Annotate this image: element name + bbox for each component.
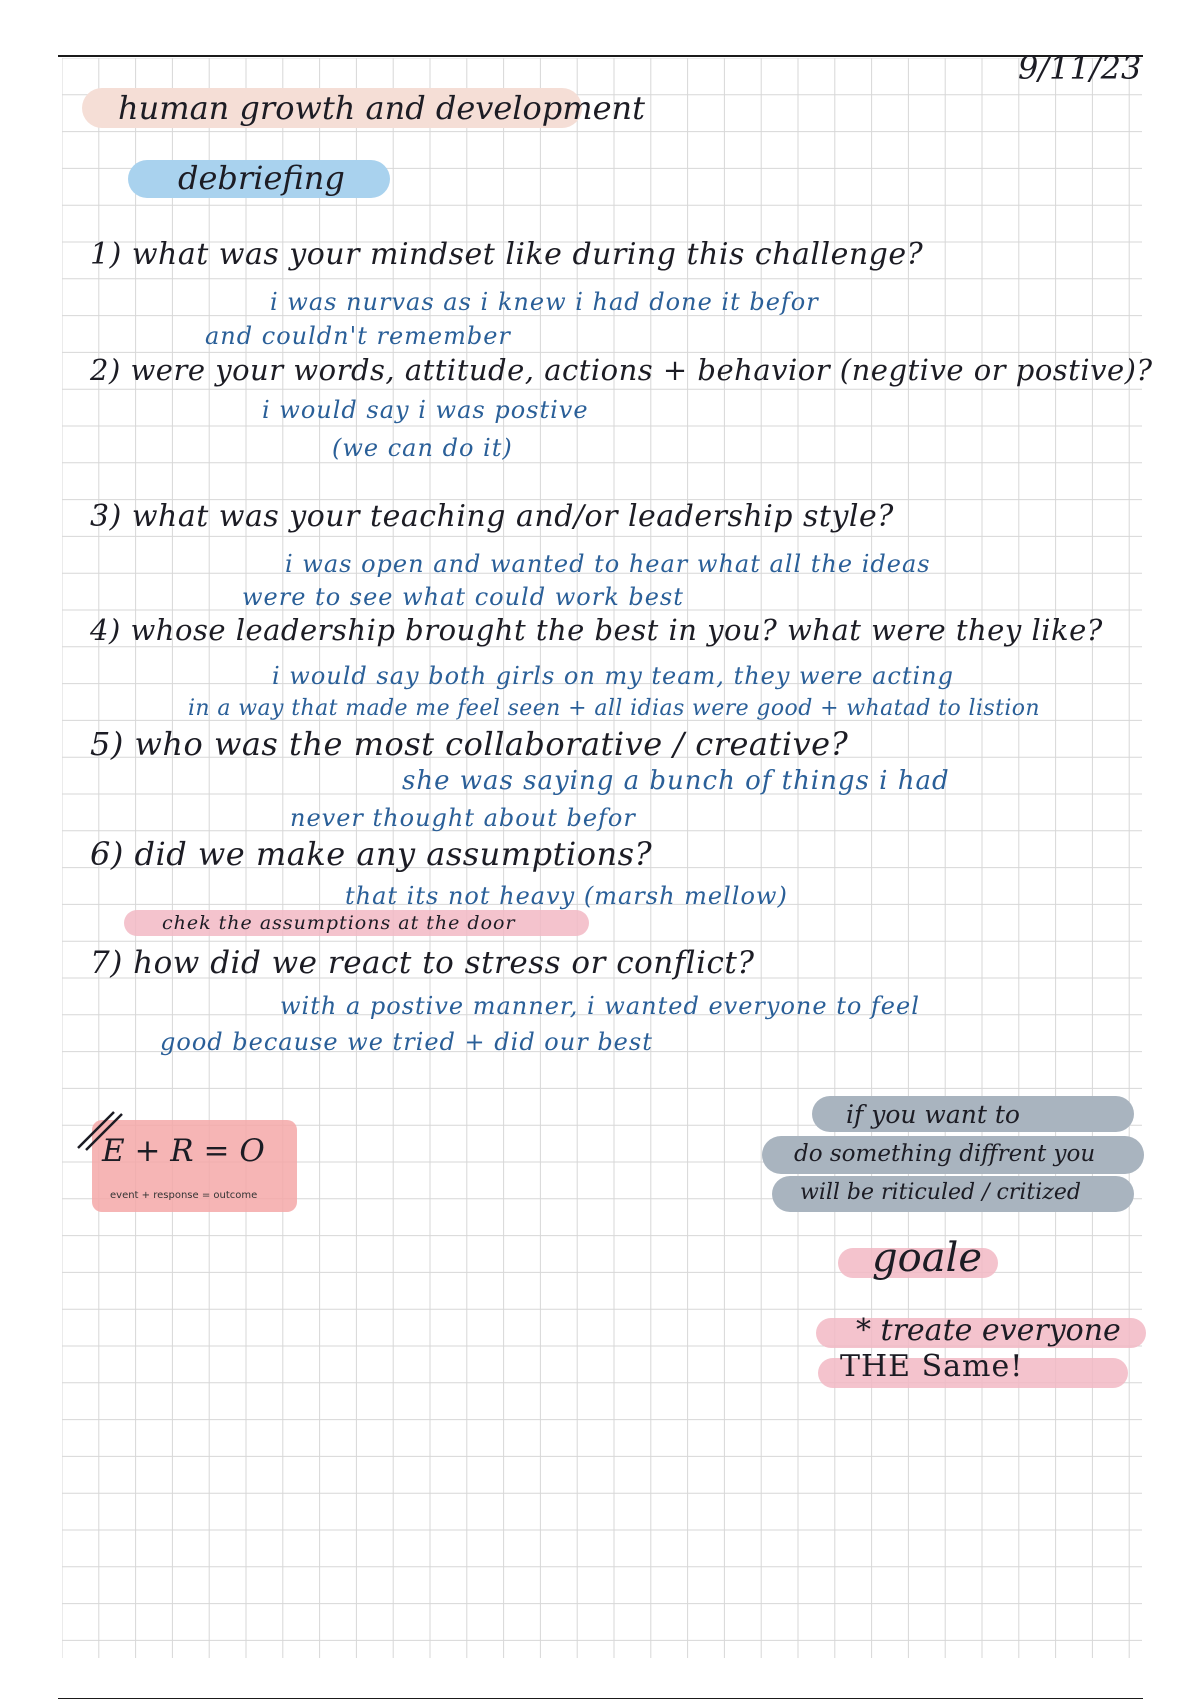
answer-7-line-1: with a postive manner, i wanted everyone to feel (280, 992, 920, 1020)
callout-line-3: will be riticuled / critized (800, 1180, 1081, 1205)
goals-heading: goale (872, 1235, 982, 1281)
goal-line-1: * treate everyone (856, 1313, 1121, 1348)
formula-sub: event + response = outcome (110, 1190, 258, 1201)
question-5: 5) who was the most collaborative / creative? (90, 725, 849, 763)
answer-5-line-1: she was saying a bunch of things i had (402, 766, 950, 796)
page-title: human growth and development (118, 89, 646, 127)
answer-5-line-2: never thought about befor (290, 804, 636, 832)
question-6: 6) did we make any assumptions? (90, 835, 653, 873)
callout-line-1: if you want to (846, 1100, 1020, 1129)
formula-main: E + R = O (102, 1133, 265, 1169)
assumptions-note: chek the assumptions at the door (162, 912, 516, 934)
question-3: 3) what was your teaching and/or leadership style? (90, 499, 894, 534)
date: 9/11/23 (1018, 49, 1142, 87)
top-rule (58, 55, 1143, 57)
bottom-rule (58, 1698, 1143, 1699)
answer-3-line-2: were to see what could work best (242, 583, 684, 611)
question-7: 7) how did we react to stress or conflict? (90, 945, 755, 981)
answer-4-line-2: in a way that made me feel seen + all idias were good + whatad to listion (188, 696, 1040, 721)
answer-4-line-1: i would say both girls on my team, they were acting (272, 662, 954, 690)
goal-line-2: THE Same! (840, 1349, 1024, 1384)
question-4: 4) whose leadership brought the best in you? what were they like? (90, 613, 1103, 647)
answer-1-line-1: i was nurvas as i knew i had done it befor (270, 288, 819, 316)
answer-1-line-2: and couldn't remember (205, 322, 511, 350)
question-2: 2) were your words, attitude, actions + behavior (negtive or postive)? (90, 353, 1153, 387)
question-1: 1) what was your mindset like during this challenge? (90, 237, 924, 272)
answer-2-line-2: (we can do it) (332, 434, 513, 462)
answer-2-line-1: i would say i was postive (262, 396, 589, 424)
answer-7-line-2: good because we tried + did our best (160, 1028, 653, 1056)
answer-6-line-1: that its not heavy (marsh mellow) (345, 882, 788, 910)
page-subtitle: debriefing (178, 159, 345, 197)
callout-line-2: do something diffrent you (794, 1141, 1096, 1167)
answer-3-line-1: i was open and wanted to hear what all the ideas (285, 550, 931, 578)
